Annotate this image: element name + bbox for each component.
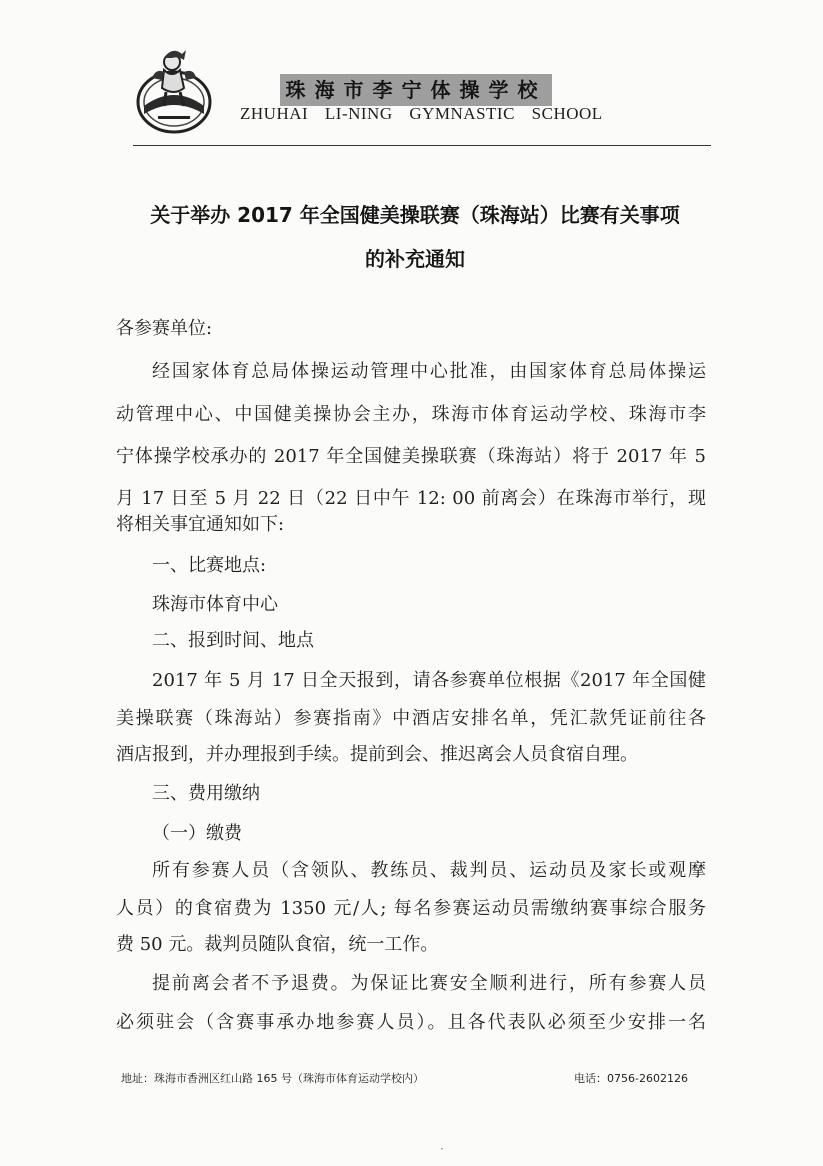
subsection-heading: （一）缴费 <box>152 823 242 844</box>
body-line: 人员）的食宿费为 1350 元/人; 每名参赛运动员需缴纳赛事综合服务 <box>116 898 706 919</box>
footer-address: 地址：珠海市香洲区红山路 165 号（珠海市体育运动学校内） <box>121 1072 424 1085</box>
body-line: 珠海市体育中心 <box>152 594 278 615</box>
school-name-en: ZHUHAI LI-NING GYMNASTIC SCHOOL <box>240 104 603 123</box>
body-line: 所有参赛人员（含领队、教练员、裁判员、运动员及家长或观摩 <box>152 860 706 881</box>
body-line: 动管理中心、中国健美操协会主办，珠海市体育运动学校、珠海市李 <box>116 404 706 425</box>
body-line: 费 50 元。裁判员随队食宿，统一工作。 <box>116 934 439 955</box>
body-line: 月 17 日至 5 月 22 日（22 日中午 12: 00 前离会）在珠海市举行，现 <box>116 488 706 509</box>
body-line: 提前离会者不予退费。为保证比赛安全顺利进行，所有参赛人员 <box>152 973 706 994</box>
section-heading: 一、比赛地点: <box>152 555 267 576</box>
body-line: 经国家体育总局体操运动管理中心批准，由国家体育总局体操运 <box>152 361 706 382</box>
body-line: 2017 年 5 月 17 日全天报到，请各参赛单位根据《2017 年全国健 <box>152 670 706 691</box>
body-line: 将相关事宜通知如下: <box>116 514 285 535</box>
document-title-line-1: 关于举办 2017 年全国健美操联赛（珠海站）比赛有关事项 <box>150 203 680 227</box>
page-mark-icon: · <box>440 1142 444 1156</box>
body-line: 酒店报到，并办理报到手续。提前到会、推迟离会人员食宿自理。 <box>116 744 638 765</box>
body-line: 宁体操学校承办的 2017 年全国健美操联赛（珠海站）将于 2017 年 5 <box>116 446 706 467</box>
section-heading: 二、报到时间、地点 <box>152 630 314 651</box>
section-heading: 三、费用缴纳 <box>152 783 260 804</box>
body-line: 必须驻会（含赛事承办地参赛人员）。且各代表队必须至少安排一名 <box>116 1012 706 1033</box>
document-title-line-2: 的补充通知 <box>365 247 465 271</box>
gymnastic-school-seal-icon <box>134 44 214 136</box>
body-line: 美操联赛（珠海站）参赛指南》中酒店安排名单，凭汇款凭证前往各 <box>116 708 706 729</box>
salutation: 各参赛单位: <box>116 318 213 339</box>
school-name-cn: 珠海市李宁体操学校 <box>280 74 552 106</box>
header-divider <box>133 145 711 146</box>
footer-phone: 电话：0756-2602126 <box>574 1072 688 1085</box>
